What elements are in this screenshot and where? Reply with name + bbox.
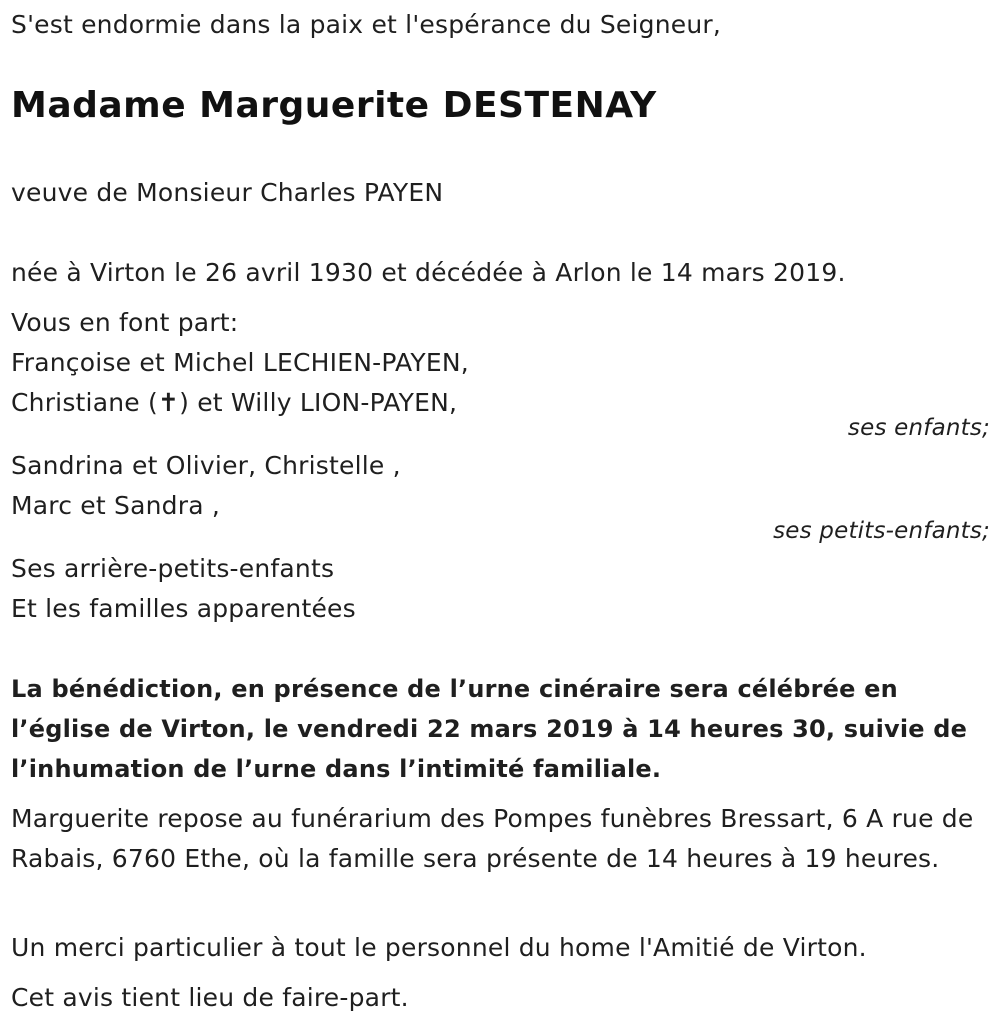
notice-text: Cet avis tient lieu de faire-part.: [11, 983, 409, 1012]
widow-text: veuve de Monsieur Charles PAYEN: [11, 178, 444, 207]
deceased-name: Madame Marguerite DESTENAY: [11, 85, 657, 126]
grandchildren-label: ses petits-enfants;: [773, 518, 990, 544]
child-line: Françoise et Michel LECHIEN-PAYEN,: [11, 348, 469, 377]
grandchild-line: Marc et Sandra ,: [11, 491, 221, 520]
intro-text: S'est endormie dans la paix et l'espérance du Seigneur,: [11, 10, 721, 39]
family-line: Et les familles apparentées: [11, 594, 356, 623]
funerarium-text: Marguerite repose au funérarium des Pompes funèbres Bressart, 6 A rue de Rabais, 6760 Ethe, où la famille sera présente de 14 heures à 19 heures.: [11, 804, 974, 873]
birth-death-text: née à Virton le 26 avril 1930 et décédée à Arlon le 14 mars 2019.: [11, 258, 846, 287]
thanks-text: Un merci particulier à tout le personnel du home l'Amitié de Virton.: [11, 933, 867, 962]
grandchild-line: Sandrina et Olivier, Christelle ,: [11, 451, 401, 480]
child-line: Christiane (✝) et Willy LION-PAYEN,: [11, 388, 458, 417]
children-label: ses enfants;: [847, 415, 990, 441]
ceremony-text: La bénédiction, en présence de l’urne cinéraire sera célébrée en l’église de Virton, le vendredi 22 mars 2019 à 14 heures 30, suivie de l’inhumation de l’urne dans l’intimité familiale.: [11, 675, 968, 783]
announce-text: Vous en font part:: [11, 308, 239, 337]
family-line: Ses arrière-petits-enfants: [11, 554, 335, 583]
